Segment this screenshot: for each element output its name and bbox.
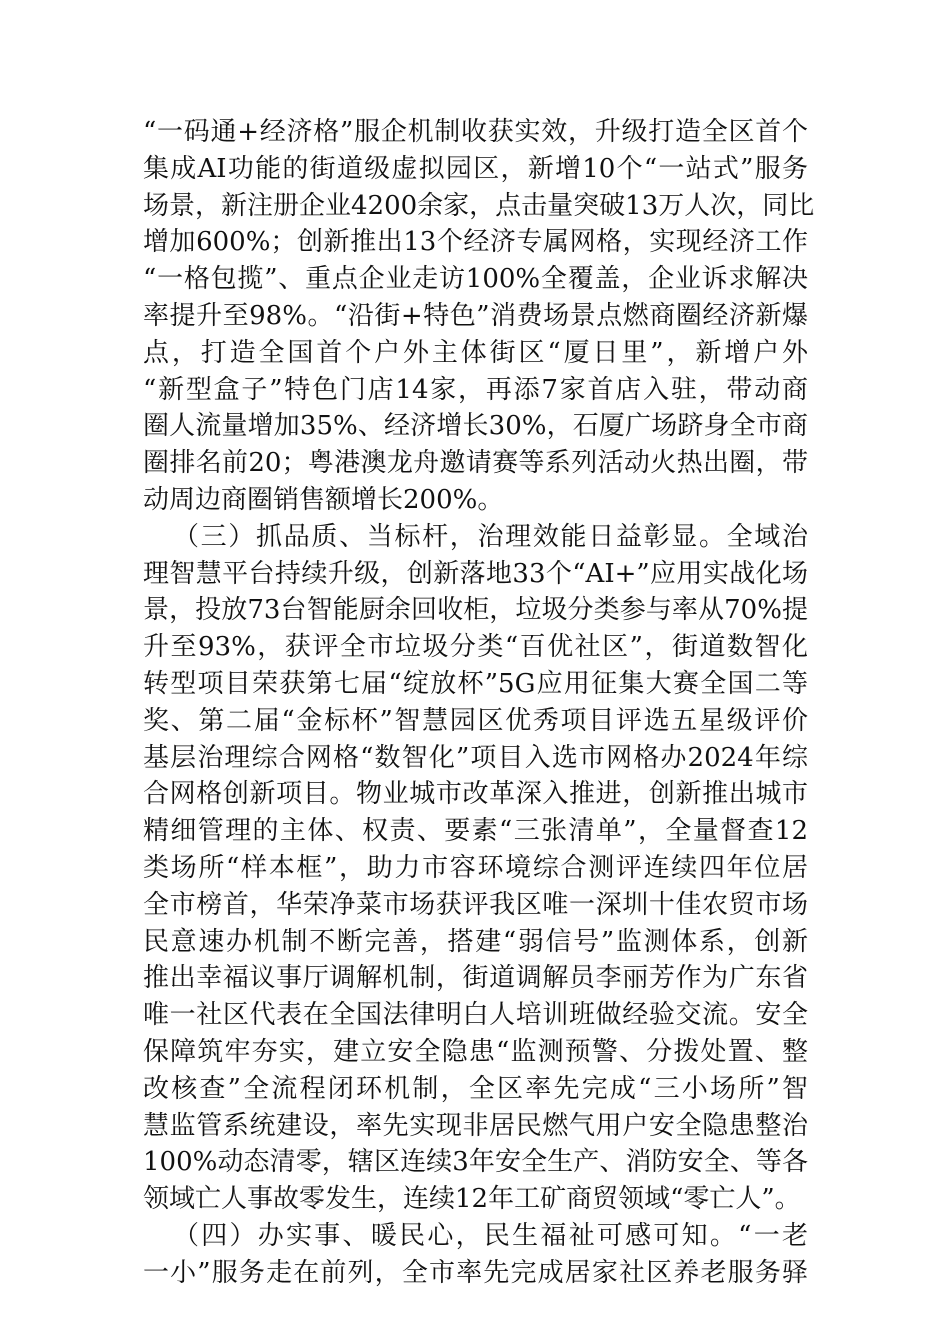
text-line: 点，打造全国首个户外主体街区“厦日里”，新增户外	[143, 337, 808, 368]
paragraph-end-line: 动周边商圈销售额增长200%。	[143, 484, 504, 515]
text-line: 推出幸福议事厅调解机制，街道调解员李丽芳作为广东省	[143, 963, 808, 994]
text-line: 慧监管系统建设，率先实现非居民燃气用户安全隐患整治	[143, 1110, 808, 1141]
text-line: 集成AI功能的街道级虚拟园区，新增10个“一站式”服务	[143, 153, 808, 184]
text-line: 全市榜首，华荣净菜市场获评我区唯一深圳十佳农贸市场	[143, 889, 808, 920]
text-line: “新型盒子”特色门店14家，再添7家首店入驻，带动商	[143, 374, 808, 405]
section-heading-line: （四）办实事、暖民心，民生福祉可感可知。“一老	[173, 1220, 808, 1251]
text-line: 圈人流量增加35%、经济增长30%，石厦广场跻身全市商	[143, 411, 808, 442]
text-line: 基层治理综合网格“数智化”项目入选市网格办2024年综	[143, 742, 808, 773]
text-line: 唯一社区代表在全国法律明白人培训班做经验交流。安全	[143, 1000, 808, 1031]
text-line: 一小”服务走在前列，全市率先完成居家社区养老服务驿	[143, 1257, 808, 1288]
text-line: 圈排名前20；粤港澳龙舟邀请赛等系列活动火热出圈，带	[143, 448, 808, 479]
text-line: 景，投放73台智能厨余回收柜，垃圾分类参与率从70%提	[143, 595, 808, 626]
section-heading-line: （三）抓品质、当标杆，治理效能日益彰显。全域治	[173, 521, 808, 552]
paragraph-end-line: 领域亡人事故零发生，连续12年工矿商贸领域“零亡人”。	[143, 1184, 801, 1215]
text-line: 类场所“样本框”，助力市容环境综合测评连续四年位居	[143, 852, 808, 883]
text-line: 奖、第二届“金标杯”智慧园区优秀项目评选五星级评价	[143, 705, 808, 736]
text-line: 率提升至98%。“沿街+特色”消费场景点燃商圈经济新爆	[143, 300, 808, 331]
text-line: 理智慧平台持续升级，创新落地33个“AI+”应用实战化场	[143, 558, 808, 589]
text-line: 改核查”全流程闭环机制，全区率先完成“三小场所”智	[143, 1073, 808, 1104]
text-line: 保障筑牢夯实，建立安全隐患“监测预警、分拨处置、整	[143, 1036, 808, 1067]
text-line: 民意速办机制不断完善，搭建“弱信号”监测体系，创新	[143, 926, 808, 957]
text-line: 转型项目荣获第七届“绽放杯”5G应用征集大赛全国二等	[143, 668, 808, 699]
text-line: 精细管理的主体、权责、要素“三张清单”，全量督查12	[143, 816, 808, 847]
text-line: 100%动态清零，辖区连续3年安全生产、消防安全、等各	[143, 1147, 808, 1178]
text-line: 升至93%，获评全市垃圾分类“百优社区”，街道数智化	[143, 632, 808, 663]
text-line: 增加600%；创新推出13个经济专属网格，实现经济工作	[143, 227, 808, 258]
text-line: “一格包揽”、重点企业走访100%全覆盖，企业诉求解决	[143, 264, 808, 295]
text-line: 合网格创新项目。物业城市改革深入推进，创新推出城市	[143, 779, 808, 810]
text-line: 场景，新注册企业4200余家，点击量突破13万人次，同比	[143, 190, 815, 221]
body-text	[143, 114, 815, 1292]
text-line: “一码通+经济格”服企机制收获实效，升级打造全区首个	[143, 117, 808, 147]
